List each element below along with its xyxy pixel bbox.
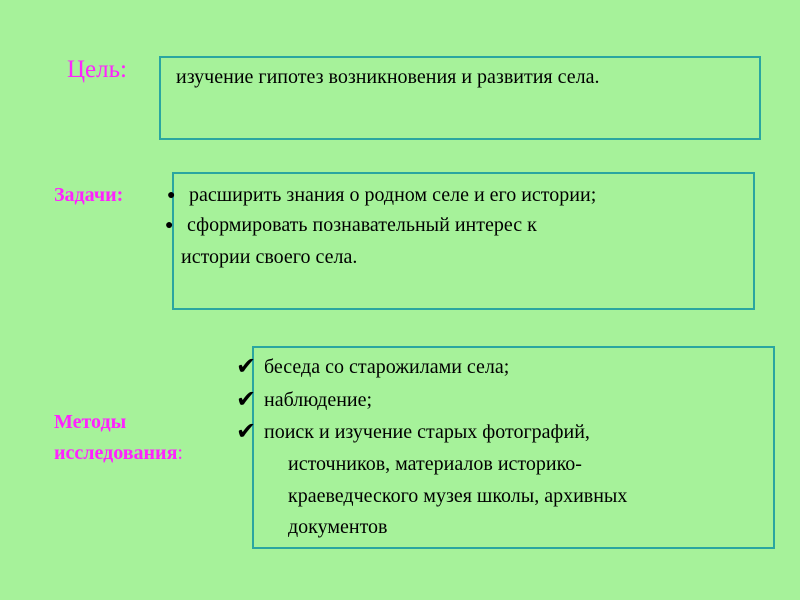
methods-label-line2: исследования (54, 442, 178, 464)
task-item-text: сформировать познавательный интерес к (187, 214, 537, 236)
checkmark-icon: ✔ (236, 352, 257, 380)
method-item-text: беседа со старожилами села; (264, 356, 510, 378)
checkmark-icon: ✔ (236, 417, 257, 445)
method-item-continuation: источников, материалов историко- (288, 453, 582, 475)
methods-label-colon: : (177, 442, 183, 464)
goal-text: изучение гипотез возникновения и развития села. (176, 66, 600, 88)
task-item-continuation: истории своего села. (181, 246, 358, 268)
methods-label (54, 407, 183, 469)
bullet-icon: ● (167, 188, 176, 203)
goal-label: Цель: (67, 56, 127, 83)
tasks-label: Задачи: (54, 184, 124, 206)
method-item (236, 416, 590, 448)
task-item (167, 180, 596, 211)
method-item (236, 384, 372, 416)
bullet-icon: ● (165, 218, 174, 233)
task-item (165, 210, 537, 241)
method-item-continuation: документов (288, 516, 388, 538)
method-item-text: наблюдение; (264, 389, 373, 411)
task-item-text: расширить знания о родном селе и его истории; (189, 184, 597, 206)
checkmark-icon: ✔ (236, 385, 257, 413)
methods-label-line1: Методы (54, 411, 127, 433)
method-item-continuation: краеведческого музея школы, архивных (288, 485, 628, 507)
method-item (236, 351, 509, 383)
method-item-text: поиск и изучение старых фотографий, (264, 421, 590, 443)
